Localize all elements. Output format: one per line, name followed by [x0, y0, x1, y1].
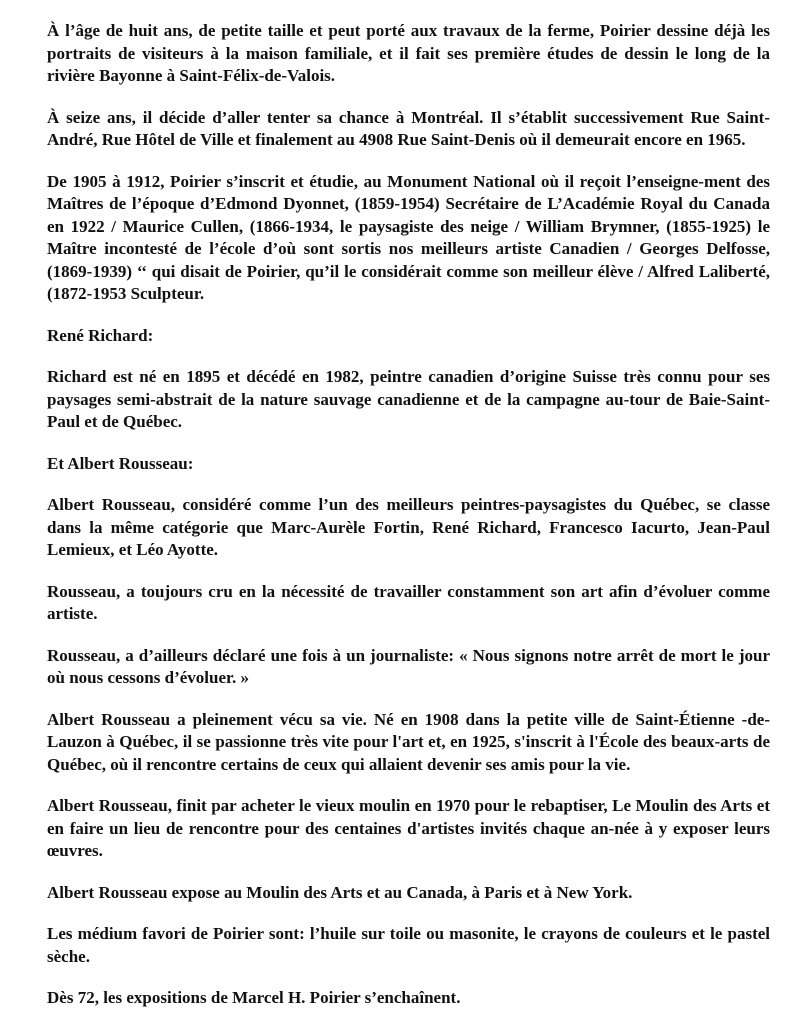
paragraph-medium: Les médium favori de Poirier sont: l’huile sur toile ou masonite, le crayons de couleurs et le pastel sèche.	[47, 924, 770, 966]
paragraph-rousseau-life: Albert Rousseau a pleinement vécu sa vie. Né en 1908 dans la petite ville de Saint-Étienne -de-Lauzon à Québec, il se passionne très vite pour l'art et, en 1925, s'inscrit à l'École des beaux-arts de Québec, où il rencontre certains de ceux qui allaient devenir ses amis pour la vie.	[47, 709, 770, 774]
heading-rene-richard: René Richard:	[47, 325, 154, 345]
paragraph-rousseau-quote: Rousseau, a d’ailleurs déclaré une fois à un journaliste: « Nous signons notre arrêt de mort le jour où nous cessons d’évoluer. »	[47, 645, 770, 687]
paragraph-rousseau-rank: Albert Rousseau, considéré comme l’un des meilleurs peintres-paysagistes du Québec, se classe dans la même catégorie que Marc-Aurèle Fortin, René Richard, Francesco Iacurto, Jean-Paul Lemieux, et Léo Ayotte.	[47, 495, 770, 559]
paragraph-studies: De 1905 à 1912, Poirier s’inscrit et étudie, au Monument National où il reçoit l’enseigne-ment des Maîtres de l’époque d’Edmond Dyonnet, (1859-1954) Secrétaire de L’Académie Royal du Canada en 1922 / Maurice Cullen, (1866-1934, le paysagiste des neige / William Brymner, (1855-1925) le Maître incontesté de l’école d’où sont sortis nos meilleurs artiste Canadien / Georges Delfosse, (1869-1939) ‘‘ qui disait de Poirier, qu’il le considérait comme son meilleur élève / Alfred Laliberté, (1872-1953 Sculpteur.	[47, 171, 770, 303]
paragraph-montreal: À seize ans, il décide d’aller tenter sa chance à Montréal. Il s’établit successivement Rue Saint-André, Rue Hôtel de Ville et finalement au 4908 Rue Saint-Denis où il demeurait encore en 1965.	[47, 107, 770, 149]
document-page	[47, 20, 770, 1029]
paragraph-expose: Albert Rousseau expose au Moulin des Arts et au Canada, à Paris et à New York.	[47, 882, 633, 902]
paragraph-richard-bio: Richard est né en 1895 et décédé en 1982, peintre canadien d’origine Suisse très connu pour ses paysages semi-abstrait de la nature sauvage canadienne et de la campagne au-tour de Baie-Saint-Paul et de Québec.	[47, 367, 770, 431]
paragraph-childhood: À l’âge de huit ans, de petite taille et peut porté aux travaux de la ferme, Poirier dessine déjà les portraits de visiteurs à la maison familiale, et il fait ses première études de dessin le long de la rivière Bayonne à Saint-Félix-de-Valois.	[47, 21, 770, 85]
paragraph-rousseau-evolve: Rousseau, a toujours cru en la nécessité de travailler constamment son art afin d’évoluer comme artiste.	[47, 581, 770, 623]
paragraph-moulin: Albert Rousseau, finit par acheter le vieux moulin en 1970 pour le rebaptiser, Le Moulin des Arts et en faire un lieu de rencontre pour des centaines d'artistes invités chaque an-née à y exposer leurs œuvres.	[47, 796, 770, 860]
paragraph-expositions: Dès 72, les expositions de Marcel H. Poirier s’enchaînent.	[47, 988, 461, 1007]
heading-albert-rousseau: Et Albert Rousseau:	[47, 453, 194, 473]
